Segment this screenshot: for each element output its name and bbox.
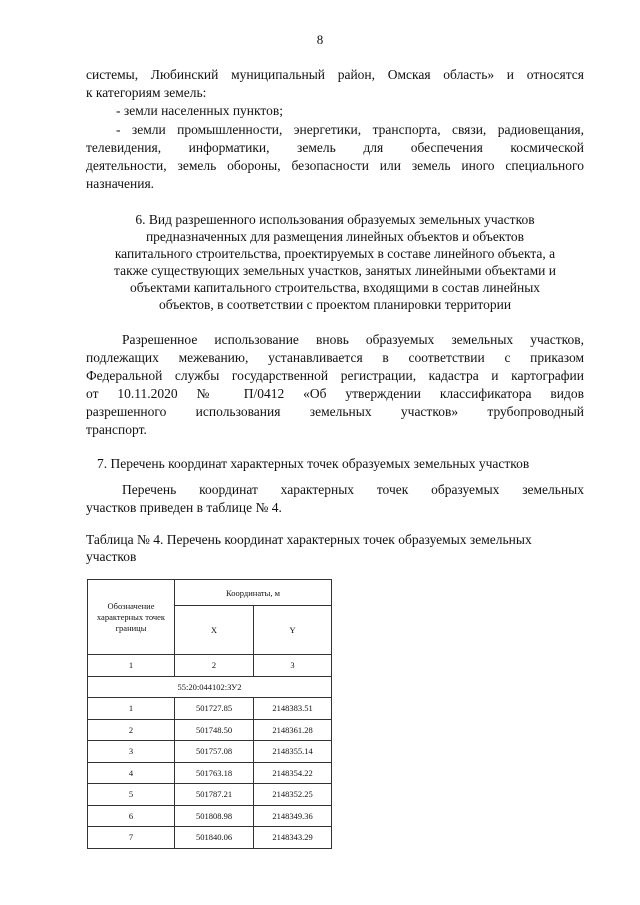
y-header: Y [254, 606, 332, 655]
land-category-2-line-2: телевидения, информатики, земель для обеспечения космической [86, 140, 584, 155]
column-number: 2 [175, 655, 254, 677]
column-number: 3 [254, 655, 332, 677]
section-6-heading-line: также существующих земельных участков, занятых линейными объектами и [114, 263, 556, 278]
table-row [88, 698, 332, 720]
y-coordinate: 2148355.14 [254, 741, 332, 763]
point-number: 3 [88, 741, 175, 763]
section-6-paragraph-line: транспорт. [86, 422, 147, 437]
coordinates-table [87, 579, 332, 849]
x-coordinate: 501748.50 [175, 719, 254, 741]
land-category-2-line-1: - земли промышленности, энергетики, транспорта, связи, радиовещания, [116, 122, 584, 137]
y-coordinate: 2148343.29 [254, 827, 332, 849]
point-number: 1 [88, 698, 175, 720]
section-6-heading-line: капитального строительства, проектируемых в составе линейного объекта, а [114, 246, 556, 261]
column-number-row [88, 655, 332, 677]
parcel-id: 55:20:044102:ЗУ2 [88, 676, 332, 698]
point-header: Обозначение характерных точек границы [88, 580, 175, 655]
x-coordinate: 501840.06 [175, 827, 254, 849]
section-6-heading-line: 6. Вид разрешенного использования образуемых земельных участков [135, 212, 535, 227]
table-row [88, 784, 332, 806]
section-6-paragraph-line: разрешенного использования земельных участков» трубопроводный [86, 404, 584, 419]
table-row [88, 805, 332, 827]
land-category-2-line-3: деятельности, земель обороны, безопасности или земель иного специального [86, 158, 584, 173]
x-header: X [175, 606, 254, 655]
intro-line-1: системы, Любинский муниципальный район, Омская область» и относятся [86, 67, 584, 82]
coordinates-header: Координаты, м [175, 580, 332, 606]
section-6-heading-line: объектами капитального строительства, входящими в состав линейных [129, 280, 541, 295]
section-6-heading-line: предназначенных для размещения линейных объектов и объектов [145, 229, 525, 244]
section-7-paragraph-line-2: участков приведен в таблице № 4. [86, 500, 282, 515]
section-6-heading-line: объектов, в соответствии с проектом планировки территории [158, 297, 512, 312]
x-coordinate: 501787.21 [175, 784, 254, 806]
y-coordinate: 2148352.25 [254, 784, 332, 806]
y-coordinate: 2148383.51 [254, 698, 332, 720]
y-coordinate: 2148361.28 [254, 719, 332, 741]
table-caption-line-1: Таблица № 4. Перечень координат характерных точек образуемых земельных [86, 532, 532, 547]
intro-line-2: к категориям земель: [86, 85, 207, 100]
table-caption-line-2: участков [86, 549, 137, 564]
table-row [88, 827, 332, 849]
x-coordinate: 501763.18 [175, 762, 254, 784]
section-6-paragraph-line: подлежащих межеванию, устанавливается в соответствии с приказом [86, 350, 584, 365]
section-6-paragraph-line: Федеральной службы государственной регистрации, кадастра и картографии [86, 368, 584, 383]
section-7-heading: 7. Перечень координат характерных точек образуемых земельных участков [97, 456, 530, 471]
table-row [88, 719, 332, 741]
land-category-2-line-4: назначения. [86, 176, 155, 191]
section-6-paragraph-line: от 10.11.2020 № П/0412 «Об утверждении классификатора видов [86, 386, 584, 401]
point-number: 6 [88, 805, 175, 827]
x-coordinate: 501727.85 [175, 698, 254, 720]
point-number: 4 [88, 762, 175, 784]
point-number: 5 [88, 784, 175, 806]
column-number: 1 [88, 655, 175, 677]
page-number: 8 [316, 32, 324, 47]
y-coordinate: 2148349.36 [254, 805, 332, 827]
section-7-paragraph-line-1: Перечень координат характерных точек образуемых земельных [122, 482, 584, 497]
section-6-paragraph-line: Разрешенное использование вновь образуемых земельных участков, [122, 332, 584, 347]
point-number: 7 [88, 827, 175, 849]
table-row [88, 762, 332, 784]
point-number: 2 [88, 719, 175, 741]
x-coordinate: 501757.08 [175, 741, 254, 763]
table-row [88, 741, 332, 763]
x-coordinate: 501808.98 [175, 805, 254, 827]
y-coordinate: 2148354.22 [254, 762, 332, 784]
land-category-1: - земли населенных пунктов; [116, 103, 283, 118]
